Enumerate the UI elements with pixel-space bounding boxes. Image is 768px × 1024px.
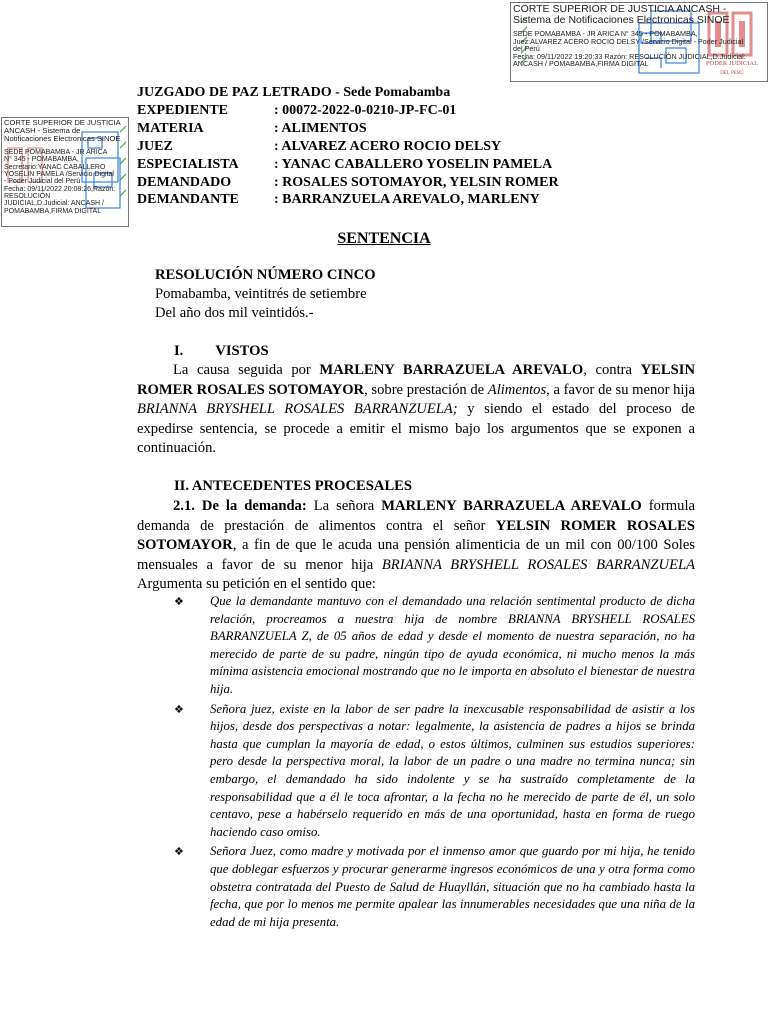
document-title: SENTENCIA	[337, 230, 431, 247]
list-item-text: Que la demandante mantuvo con el demandado una relación sentimental producto de dicha relación, procreamos a nuestra hija de nombre BRIANNA BRYSHELL ROSALES BARRANZUELA Z, de 05 años de edad y desde el momento de nuestra separación, no ha merecido de parte de su padre, ningún tipo de ayuda económica, ni mucho menos la más mínima asistencia emocional mostrando que no le importa en absoluto el bienestar de nuestra hija.	[210, 594, 695, 696]
case-field-value: : YANAC CABALLERO YOSELIN PAMELA	[274, 156, 553, 172]
text-run: La causa seguida por	[173, 362, 320, 378]
resolution-place-date: Pomabamba, veintitrés de setiembre	[155, 286, 367, 302]
party-name: MARLENY BARRAZUELA AREVALO	[381, 498, 642, 514]
poder-judicial-logo-text: PODER JUDICIAL	[705, 60, 759, 67]
text-run: La señora	[306, 498, 382, 514]
subsection-title: 2.1. De la demanda:	[173, 498, 307, 514]
resolution-block	[155, 266, 376, 323]
party-name: YELSIN ROMER ROSALES SOTOMAYOR	[137, 362, 695, 398]
case-field-row	[137, 191, 559, 209]
party-name: MARLENY BARRAZUELA AREVALO	[319, 362, 584, 378]
stamp-line: SEDE POMABAMBA - JR ARICA	[4, 148, 108, 156]
stamp-line: Fecha: 09/11/2022 20:08:26,Razón:	[4, 185, 116, 193]
text-run: formula demanda de prestación de alimentos contra el señor	[137, 498, 695, 534]
section-heading-vistos	[174, 343, 269, 360]
poder-judicial-logo-subtext: DEL PERÚ	[720, 71, 744, 76]
case-field-label: ESPECIALISTA	[137, 156, 239, 172]
list-item	[174, 701, 695, 842]
antecedentes-paragraph	[137, 497, 695, 595]
stamp-line: Fecha: 09/11/2022 19:20:33 Razón: RESOLUCIÓN JUDICIAL,D.Judicial:	[513, 51, 746, 61]
text-run: , contra	[583, 362, 641, 378]
section-heading-antecedentes: II. ANTECEDENTES PROCESALES	[174, 478, 413, 494]
stamp-line: SEDE POMABAMBA - JR ARICA N° 345 - POMABAMBA,	[513, 29, 698, 39]
text-run: , a fin de que le acuda una pensión alimenticia de un mil con 00/100 Soles mensuales a favor de su menor hija	[137, 537, 695, 573]
digital-signature-stamp-secretary	[1, 117, 129, 227]
stamp-line: ANCASH - Sistema de	[4, 125, 81, 135]
case-field-value: : ALIMENTOS	[274, 120, 367, 136]
text-run: Argumenta su petición en el sentido que:	[137, 576, 376, 592]
stamp-line: del Perú	[513, 44, 540, 54]
case-field-label: DEMANDANTE	[137, 192, 239, 208]
section-title: VISTOS	[215, 343, 269, 359]
case-field-value: : ALVAREZ ACERO ROCIO DELSY	[274, 138, 502, 154]
stamp-line: N° 345 - POMABAMBA,	[4, 156, 79, 164]
case-field-label: MATERIA	[137, 120, 204, 136]
section-number: I.	[174, 343, 184, 359]
stamp-line: ANCASH / POMABAMBA,FIRMA DIGITAL	[513, 59, 649, 69]
case-field-label: JUEZ	[137, 138, 173, 154]
case-field-row	[137, 156, 559, 174]
stamp-line: YOSELIN PAMELA /Servicio Digital	[4, 170, 114, 178]
text-run: , sobre prestación de	[364, 381, 488, 398]
case-field-row	[137, 102, 559, 120]
digital-signature-stamp-judge	[510, 2, 768, 82]
vistos-paragraph	[137, 361, 695, 459]
bullet-diamond-icon: ❖	[174, 596, 184, 608]
stamp-line: Notificaciones Electronicas SINOE	[4, 133, 121, 143]
stamp-line: CORTE SUPERIOR DE JUSTICIA ANCASH -	[513, 3, 727, 15]
argument-list	[174, 593, 695, 931]
list-item-text: Señora Juez, como madre y motivada por el inmenso amor que guardo por mi hija, he tenido que doblegar esfuerzos y procurar generarme ingresos económicos de una y otra forma como obstetra contratada del Puesto de Salud de Huayllán, situación que no ha cambiado hasta la fecha, que por lo menos me permite apalear las innumerables necesidades que una niña de la edad de mi hija presenta.	[210, 844, 695, 929]
resolution-year: Del año dos mil veintidós.-	[155, 305, 314, 321]
resolution-number: RESOLUCIÓN NÚMERO CINCO	[155, 267, 376, 283]
stamp-line: JUDICIAL,D.Judicial: ANCASH /	[4, 200, 104, 208]
case-field-label: EXPEDIENTE	[137, 102, 229, 118]
subject-text: Alimentos	[487, 381, 547, 398]
case-field-label: DEMANDADO	[137, 174, 232, 190]
text-run: y siendo el estado del proceso de expedirse sentencia, se procede a emitir el mismo bajo los argumentos que se exponen a continuación.	[137, 401, 695, 456]
list-item	[174, 593, 695, 699]
bullet-diamond-icon: ❖	[174, 846, 184, 859]
stamp-line: RESOLUCIÓN	[4, 192, 51, 200]
case-field-row	[137, 120, 559, 138]
case-field-value: : ROSALES SOTOMAYOR, YELSIN ROMER	[274, 174, 559, 190]
party-name: YELSIN ROMER ROSALES SOTOMAYOR	[137, 517, 695, 553]
case-field-row	[137, 174, 559, 192]
list-item-text: Señora juez, existe en la labor de ser padre la inexcusable responsabilidad de asistir a los hijos, desde dos perspectivas a notar: legalmente, la asistencia de padres a hijos se brinda hasta que cumplan la mayoría de edad, o estos últimos, culminen sus estudios superiores: pero desde la perspectiva moral, la labor de un padre o una madre no termina nunca; sin embargo, el demandado ha sido indolente y se ha sustraído completamente de la responsabilidad que a él le toca afrontar, a la fecha no he merecido de parte de él, un solo centavo, pese a habérselo requerido en más de una oportunidad, hasta en forma de ruego haciendo caso omiso.	[210, 701, 695, 839]
stamp-line: Secretario:YANAC CABALLERO	[4, 163, 106, 171]
stamp-line: Sistema de Notificaciones Electronicas SINOE	[513, 14, 730, 27]
stamp-line: POMABAMBA,FIRMA DIGITAL	[4, 207, 102, 215]
list-item	[174, 843, 695, 931]
stamp-line: CORTE SUPERIOR DE JUSTICIA	[4, 118, 121, 127]
court-name: JUZGADO DE PAZ LETRADO - Sede Pomabamba	[137, 85, 451, 100]
minor-name: BRIANNA BRYSHELL ROSALES BARRANZUELA	[381, 556, 696, 573]
case-field-value: : BARRANZUELA AREVALO, MARLENY	[274, 192, 540, 208]
case-field-row	[137, 138, 559, 156]
case-field-value: : 00072-2022-0-0210-JP-FC-01	[274, 102, 457, 118]
stamp-line: Juez:ALVAREZ ACERO ROCIO DELSY /Servicio Digital - Poder Judicial	[513, 36, 744, 46]
case-header	[137, 84, 559, 209]
minor-name: BRIANNA BRYSHELL ROSALES BARRANZUELA;	[137, 401, 458, 417]
bullet-diamond-icon: ❖	[174, 703, 184, 716]
stamp-line: - Poder Judicial del Perú	[4, 178, 81, 186]
text-run: , a favor de su menor hija	[546, 381, 695, 398]
